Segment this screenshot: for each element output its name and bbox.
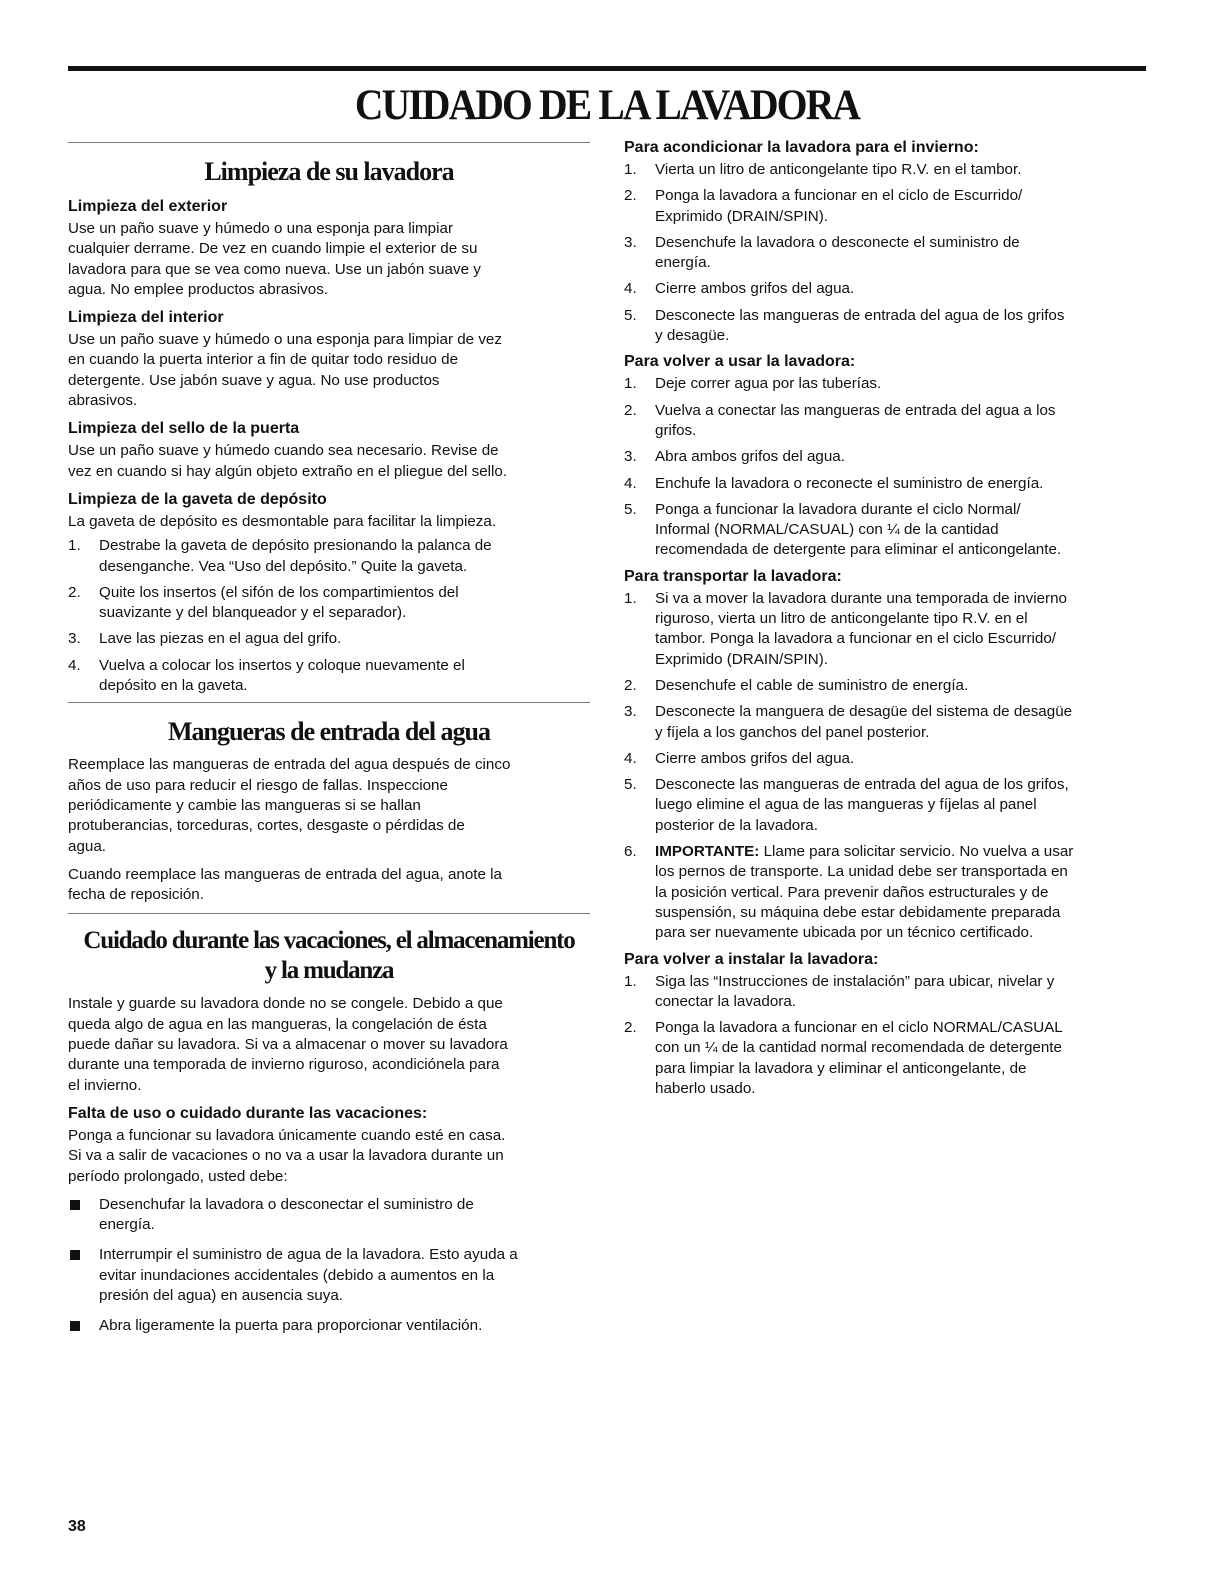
step-number: 1. bbox=[624, 972, 637, 990]
list-item bbox=[68, 536, 590, 577]
text-line: Ponga a funcionar la lavadora durante el ciclo Normal/ bbox=[655, 500, 1021, 518]
text-line: posterior de la lavadora. bbox=[655, 816, 818, 834]
list-item bbox=[68, 1195, 590, 1236]
step-text bbox=[99, 656, 590, 697]
text-line: Desenchufe el cable de suministro de energía. bbox=[655, 676, 969, 694]
list-item bbox=[624, 972, 1146, 1013]
step-text-lines bbox=[655, 862, 1146, 943]
step-text bbox=[99, 583, 590, 624]
text-line: recomendada de detergente para eliminar el anticongelante. bbox=[655, 541, 1062, 559]
step-number: 4. bbox=[624, 749, 637, 767]
step-number: 4. bbox=[68, 656, 81, 674]
bullet-text bbox=[99, 1245, 590, 1306]
text-line: grifos. bbox=[655, 421, 697, 439]
list-item bbox=[624, 589, 1146, 670]
text-line: periódicamente y cambie las mangueras si se hallan bbox=[68, 796, 421, 814]
subheading-volver-usar: Para volver a usar la lavadora: bbox=[624, 353, 856, 371]
invierno-steps bbox=[624, 160, 1146, 346]
step-number: 5. bbox=[624, 306, 637, 324]
section-divider bbox=[68, 913, 590, 914]
text-line: los pernos de transporte. La unidad debe ser transportada en bbox=[655, 863, 1068, 881]
text-line: Desconecte las mangueras de entrada del agua de los grifos bbox=[655, 306, 1065, 324]
text-line: Abra ligeramente la puerta para proporcionar ventilación. bbox=[99, 1317, 483, 1335]
bullet-text bbox=[99, 1316, 590, 1336]
text-line: Use un paño suave y húmedo o una esponja para limpiar bbox=[68, 220, 453, 237]
step-text bbox=[655, 500, 1146, 561]
step-text bbox=[655, 775, 1146, 836]
section-divider bbox=[68, 142, 590, 143]
text-line: en cuando la puerta interior a fin de quitar todo residuo de bbox=[68, 351, 459, 369]
list-item bbox=[624, 474, 1146, 494]
text-line: período prolongado, usted debe: bbox=[68, 1167, 288, 1185]
subheading-exterior: Limpieza del exterior bbox=[68, 198, 228, 215]
bullet-square-icon bbox=[68, 1195, 99, 1236]
text-line: Desenchufe la lavadora o desconecte el suministro de bbox=[655, 233, 1020, 251]
step-number: 1. bbox=[624, 161, 637, 178]
text-line: Si va a mover la lavadora durante una temporada de invierno bbox=[655, 589, 1067, 607]
list-item bbox=[624, 676, 1146, 696]
list-item bbox=[624, 186, 1146, 227]
paragraph-exterior bbox=[68, 219, 590, 300]
paragraph-sello bbox=[68, 441, 590, 482]
step-number: 6. bbox=[624, 843, 637, 861]
text-line: Vierta un litro de anticongelante tipo R.V. en el tambor. bbox=[655, 161, 1022, 178]
list-item bbox=[624, 1018, 1146, 1099]
list-item bbox=[624, 306, 1146, 347]
text-line: Abra ambos grifos del agua. bbox=[655, 448, 845, 466]
text-line: conectar la lavadora. bbox=[655, 992, 796, 1010]
step-number: 2. bbox=[624, 1019, 637, 1037]
page-title: CUIDADO DE LA LAVADORA bbox=[354, 82, 860, 129]
step-text bbox=[655, 972, 1146, 1013]
text-line: tambor. Ponga la lavadora a funcionar en el ciclo Escurrido/ bbox=[655, 630, 1057, 648]
step-number: 3. bbox=[624, 233, 637, 251]
step-text bbox=[655, 279, 1146, 299]
text-line: Ponga la lavadora a funcionar en el ciclo NORMAL/CASUAL bbox=[655, 1019, 1063, 1037]
text-line: Informal (NORMAL/CASUAL) con ¼ de la cantidad bbox=[655, 521, 999, 539]
step-text bbox=[655, 474, 1146, 494]
subheading-falta: Falta de uso o cuidado durante las vacaciones: bbox=[68, 1104, 428, 1122]
text-line: energía. bbox=[99, 1216, 155, 1234]
text-line: cualquier derrame. De vez en cuando limpie el exterior de su bbox=[68, 240, 478, 258]
text-line: Cierre ambos grifos del agua. bbox=[655, 280, 855, 298]
text-line: y desagüe. bbox=[655, 327, 730, 345]
list-item bbox=[624, 401, 1146, 442]
text-line: para ser nuevamente ubicada por un técnico certificado. bbox=[655, 924, 1034, 942]
step-text bbox=[655, 447, 1146, 467]
step-text bbox=[655, 160, 1146, 180]
step-text bbox=[655, 589, 1146, 670]
text-line: Desenchufar la lavadora o desconectar el suministro de bbox=[99, 1195, 474, 1213]
important-label: IMPORTANTE: bbox=[655, 843, 760, 861]
step-text bbox=[655, 306, 1146, 347]
text-line: Quite los insertos (el sifón de los compartimientos del bbox=[99, 583, 459, 601]
transportar-step-6 bbox=[624, 842, 1146, 943]
step-number: 5. bbox=[624, 500, 637, 518]
bullet-square-icon bbox=[68, 1316, 99, 1336]
section-heading-vacaciones bbox=[68, 926, 590, 986]
text-line: Interrumpir el suministro de agua de la lavadora. Esto ayuda a bbox=[99, 1246, 518, 1264]
list-item bbox=[68, 583, 590, 624]
page-number: 38 bbox=[68, 1518, 86, 1535]
text-line: vez en cuando si hay algún objeto extraño en el pliegue del sello. bbox=[68, 462, 508, 480]
text-line: suspensión, su máquina debe estar debidamente preparada bbox=[655, 903, 1061, 921]
paragraph-vacaciones bbox=[68, 994, 590, 1095]
step-number: 4. bbox=[624, 280, 637, 298]
section-heading-mangueras: Mangueras de entrada del agua bbox=[168, 717, 490, 747]
text-line: detergente. Use jabón suave y agua. No use productos bbox=[68, 371, 440, 389]
list-item bbox=[68, 1316, 590, 1336]
step-text bbox=[655, 842, 1146, 943]
text-line: años de uso para reducir el riesgo de fallas. Inspeccione bbox=[68, 776, 448, 794]
step-number: 2. bbox=[68, 583, 81, 601]
subheading-transportar: Para transportar la lavadora: bbox=[624, 567, 842, 585]
text-line: Instale y guarde su lavadora donde no se congele. Debido a que bbox=[68, 995, 503, 1013]
paragraph-interior bbox=[68, 330, 590, 411]
step-text bbox=[655, 374, 1146, 394]
section-divider bbox=[68, 702, 590, 703]
step-text bbox=[655, 186, 1146, 227]
text-line: haberlo usado. bbox=[655, 1079, 756, 1097]
step-number: 4. bbox=[624, 474, 637, 492]
volver-usar-steps bbox=[624, 374, 1146, 560]
text-line: abrasivos. bbox=[68, 392, 138, 410]
step-text bbox=[655, 676, 1146, 696]
subheading-invierno: Para acondicionar la lavadora para el invierno: bbox=[624, 139, 979, 156]
text-line: lavadora para que se vea como nueva. Use un jabón suave y bbox=[68, 260, 481, 278]
text-line: riguroso, vierta un litro de anticongelante tipo R.V. en el bbox=[655, 610, 1028, 628]
text-line: Cierre ambos grifos del agua. bbox=[655, 749, 855, 767]
text-line: Cuando reemplace las mangueras de entrada del agua, anote la bbox=[68, 865, 502, 883]
step-text bbox=[655, 1018, 1146, 1099]
text-line: Enchufe la lavadora o reconecte el suministro de energía. bbox=[655, 474, 1044, 492]
text-line: Siga las “Instrucciones de instalación” para ubicar, nivelar y bbox=[655, 972, 1055, 990]
text-line: suavizante y del blanqueador y el separador). bbox=[99, 604, 407, 622]
text-line: Vuelva a colocar los insertos y coloque nuevamente el bbox=[99, 656, 465, 674]
step-number: 2. bbox=[624, 676, 637, 694]
text-line: con un ¼ de la cantidad normal recomendada de detergente bbox=[655, 1039, 1062, 1057]
text-line: fecha de reposición. bbox=[68, 886, 204, 904]
list-item bbox=[68, 656, 590, 697]
text-line: agua. bbox=[68, 837, 107, 855]
section-heading-vacaciones-line2: y la mudanza bbox=[264, 957, 394, 985]
step-number: 1. bbox=[624, 375, 637, 393]
reinstalar-steps bbox=[624, 972, 1146, 1100]
list-item bbox=[68, 629, 590, 649]
subheading-interior: Limpieza del interior bbox=[68, 309, 224, 327]
text-line: luego elimine el agua de las mangueras y fíjelas al panel bbox=[655, 796, 1037, 814]
list-item bbox=[624, 279, 1146, 299]
text-line: y fíjela a los ganchos del panel posterior. bbox=[655, 723, 930, 741]
text-line: durante una temporada de invierno riguroso, acondiciónela para bbox=[68, 1056, 500, 1074]
step-text bbox=[655, 749, 1146, 769]
right-column bbox=[624, 138, 1146, 1105]
text-line: Desconecte las mangueras de entrada del agua de los grifos, bbox=[655, 776, 1069, 794]
text-line: Ponga la lavadora a funcionar en el ciclo de Escurrido/ bbox=[655, 187, 1023, 205]
section-heading-vacaciones-line1: Cuidado durante las vacaciones, el almacenamiento bbox=[83, 927, 575, 955]
left-column bbox=[68, 142, 590, 1347]
text-line: Exprimido (DRAIN/SPIN). bbox=[655, 207, 828, 225]
text-line: protuberancias, torceduras, cortes, desgaste o pérdidas de bbox=[68, 817, 465, 835]
list-item bbox=[624, 749, 1146, 769]
list-item bbox=[624, 447, 1146, 467]
step-text-first-line: Llame para solicitar servicio. No vuelva a usar bbox=[759, 843, 1074, 861]
text-line: queda algo de agua en las mangueras, la congelación de ésta bbox=[68, 1015, 487, 1033]
paragraph-falta-intro bbox=[68, 1126, 590, 1187]
step-number: 2. bbox=[624, 187, 637, 205]
step-text bbox=[655, 401, 1146, 442]
text-line: Use un paño suave y húmedo cuando sea necesario. Revise de bbox=[68, 442, 499, 460]
step-number: 1. bbox=[624, 589, 637, 607]
text-line: desenganche. Vea “Uso del depósito.” Quite la gaveta. bbox=[99, 557, 468, 575]
subheading-sello: Limpieza del sello de la puerta bbox=[68, 420, 300, 438]
paragraph-mangueras-1 bbox=[68, 755, 590, 856]
text-line: evitar inundaciones accidentales (debido a aumentos en la bbox=[99, 1266, 495, 1284]
list-item bbox=[624, 374, 1146, 394]
paragraph-mangueras-2 bbox=[68, 865, 590, 906]
text-line: puede dañar su lavadora. Si va a almacenar o mover su lavadora bbox=[68, 1036, 508, 1054]
list-item bbox=[624, 500, 1146, 561]
text-line: depósito en la gaveta. bbox=[99, 677, 248, 695]
step-text bbox=[99, 629, 590, 649]
step-number: 5. bbox=[624, 776, 637, 794]
gaveta-steps bbox=[68, 536, 590, 696]
text-line: Reemplace las mangueras de entrada del agua después de cinco bbox=[68, 756, 511, 774]
text-line: energía. bbox=[655, 254, 711, 272]
top-rule bbox=[68, 66, 1146, 71]
text-line: Lave las piezas en el agua del grifo. bbox=[99, 630, 342, 648]
step-text bbox=[655, 702, 1146, 743]
paragraph-gaveta-intro: La gaveta de depósito es desmontable para facilitar la limpieza. bbox=[68, 512, 497, 530]
text-line: Exprimido (DRAIN/SPIN). bbox=[655, 650, 828, 668]
step-number: 3. bbox=[624, 703, 637, 721]
text-line: Vuelva a conectar las mangueras de entrada del agua a los bbox=[655, 401, 1056, 419]
step-number: 3. bbox=[624, 448, 637, 466]
falta-bullets bbox=[68, 1195, 590, 1337]
section-heading-limpieza: Limpieza de su lavadora bbox=[204, 157, 454, 186]
text-line: la posición vertical. Para prevenir daños estructurales y de bbox=[655, 883, 1049, 901]
list-item bbox=[624, 233, 1146, 274]
list-item bbox=[624, 702, 1146, 743]
subheading-gaveta: Limpieza de la gaveta de depósito bbox=[68, 490, 327, 508]
step-number: 1. bbox=[68, 537, 81, 555]
text-line: Si va a salir de vacaciones o no va a usar la lavadora durante un bbox=[68, 1147, 504, 1165]
text-line: Deje correr agua por las tuberías. bbox=[655, 375, 882, 393]
text-line: Ponga a funcionar su lavadora únicamente cuando esté en casa. bbox=[68, 1126, 506, 1144]
text-line: Destrabe la gaveta de depósito presionando la palanca de bbox=[99, 537, 492, 555]
list-item bbox=[68, 1245, 590, 1306]
text-line: Desconecte la manguera de desagüe del sistema de desagüe bbox=[655, 703, 1073, 721]
step-number: 2. bbox=[624, 401, 637, 419]
text-line: el invierno. bbox=[68, 1076, 142, 1094]
list-item bbox=[624, 160, 1146, 180]
subheading-reinstalar: Para volver a instalar la lavadora: bbox=[624, 950, 879, 968]
text-line: agua. No emplee productos abrasivos. bbox=[68, 280, 329, 298]
step-text bbox=[99, 536, 590, 577]
bullet-square-icon bbox=[68, 1245, 99, 1306]
step-text bbox=[655, 233, 1146, 274]
step-number: 3. bbox=[68, 630, 81, 648]
bullet-text bbox=[99, 1195, 590, 1236]
text-line: Use un paño suave y húmedo o una esponja para limpiar de vez bbox=[68, 331, 502, 349]
text-line: para limpiar la lavadora y eliminar el anticongelante, de bbox=[655, 1059, 1027, 1077]
list-item bbox=[624, 775, 1146, 836]
transportar-steps bbox=[624, 589, 1146, 836]
text-line: presión del agua) en ausencia suya. bbox=[99, 1286, 344, 1304]
